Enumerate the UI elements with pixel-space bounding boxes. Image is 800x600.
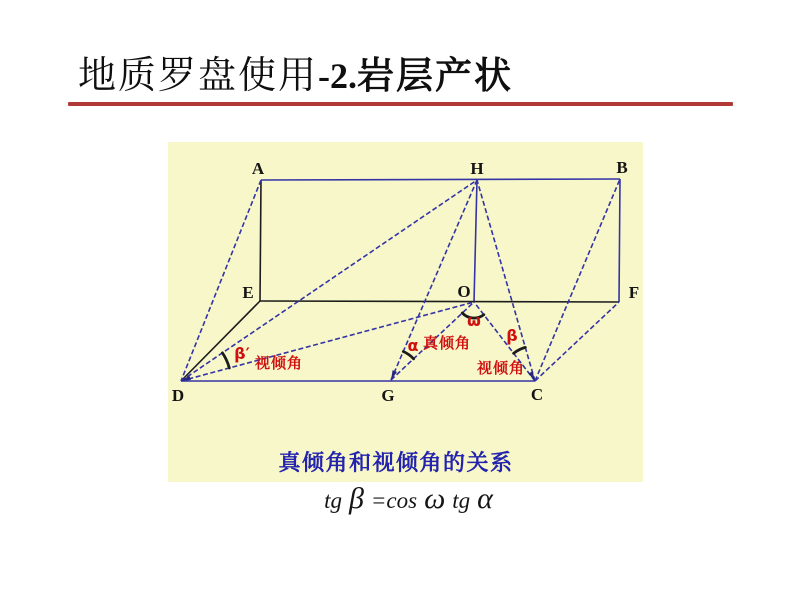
angle-arc-D bbox=[222, 353, 229, 368]
edge-A-E bbox=[260, 180, 261, 301]
angle-arc-C bbox=[514, 347, 526, 353]
dip-formula bbox=[260, 482, 560, 520]
angle-label-6: 视倾角 bbox=[476, 359, 526, 377]
edge-E-D bbox=[181, 301, 260, 381]
point-label-A: A bbox=[251, 159, 265, 178]
formula-tg2: tg bbox=[452, 488, 471, 513]
formula-beta: β bbox=[348, 482, 364, 515]
formula-tg1: tg bbox=[324, 488, 342, 513]
angle-label-0: β′ bbox=[234, 344, 250, 363]
point-label-D: D bbox=[171, 386, 185, 405]
title-subject: 岩层产状 bbox=[357, 56, 514, 97]
point-label-F: F bbox=[628, 283, 640, 302]
point-label-E: E bbox=[242, 283, 254, 302]
title-underline bbox=[68, 102, 733, 106]
edge-A-B bbox=[261, 179, 620, 180]
point-label-C: C bbox=[530, 385, 544, 404]
title-number: -2. bbox=[318, 56, 358, 96]
angle-label-5: β bbox=[506, 326, 518, 345]
angle-label-1: 视倾角 bbox=[254, 354, 304, 372]
edge-C-B bbox=[535, 179, 620, 381]
edge-H-O bbox=[474, 180, 477, 302]
diagram-panel bbox=[168, 142, 643, 482]
point-label-H: H bbox=[470, 159, 484, 178]
title-main: 地质罗盘使用 bbox=[78, 55, 319, 97]
edge-C-F bbox=[535, 302, 619, 381]
angle-label-4: ω bbox=[467, 311, 481, 330]
angle-label-3: 真倾角 bbox=[422, 334, 472, 352]
point-label-G: G bbox=[381, 386, 395, 405]
point-label-O: O bbox=[457, 282, 471, 301]
formula-alpha: α bbox=[477, 482, 493, 515]
arrowhead-G bbox=[391, 370, 397, 380]
dip-diagram bbox=[168, 142, 643, 482]
edge-B-F bbox=[619, 179, 620, 302]
angle-label-2: α bbox=[407, 336, 419, 355]
point-label-B: B bbox=[616, 158, 628, 177]
formula-eq-cos: =cos bbox=[370, 488, 418, 513]
diagram-caption: 真倾角和视倾角的关系 bbox=[278, 451, 514, 476]
edge-C-H bbox=[477, 180, 535, 381]
edge-E-F bbox=[260, 301, 619, 302]
slide-title bbox=[78, 44, 513, 99]
formula-omega: ω bbox=[424, 482, 446, 515]
